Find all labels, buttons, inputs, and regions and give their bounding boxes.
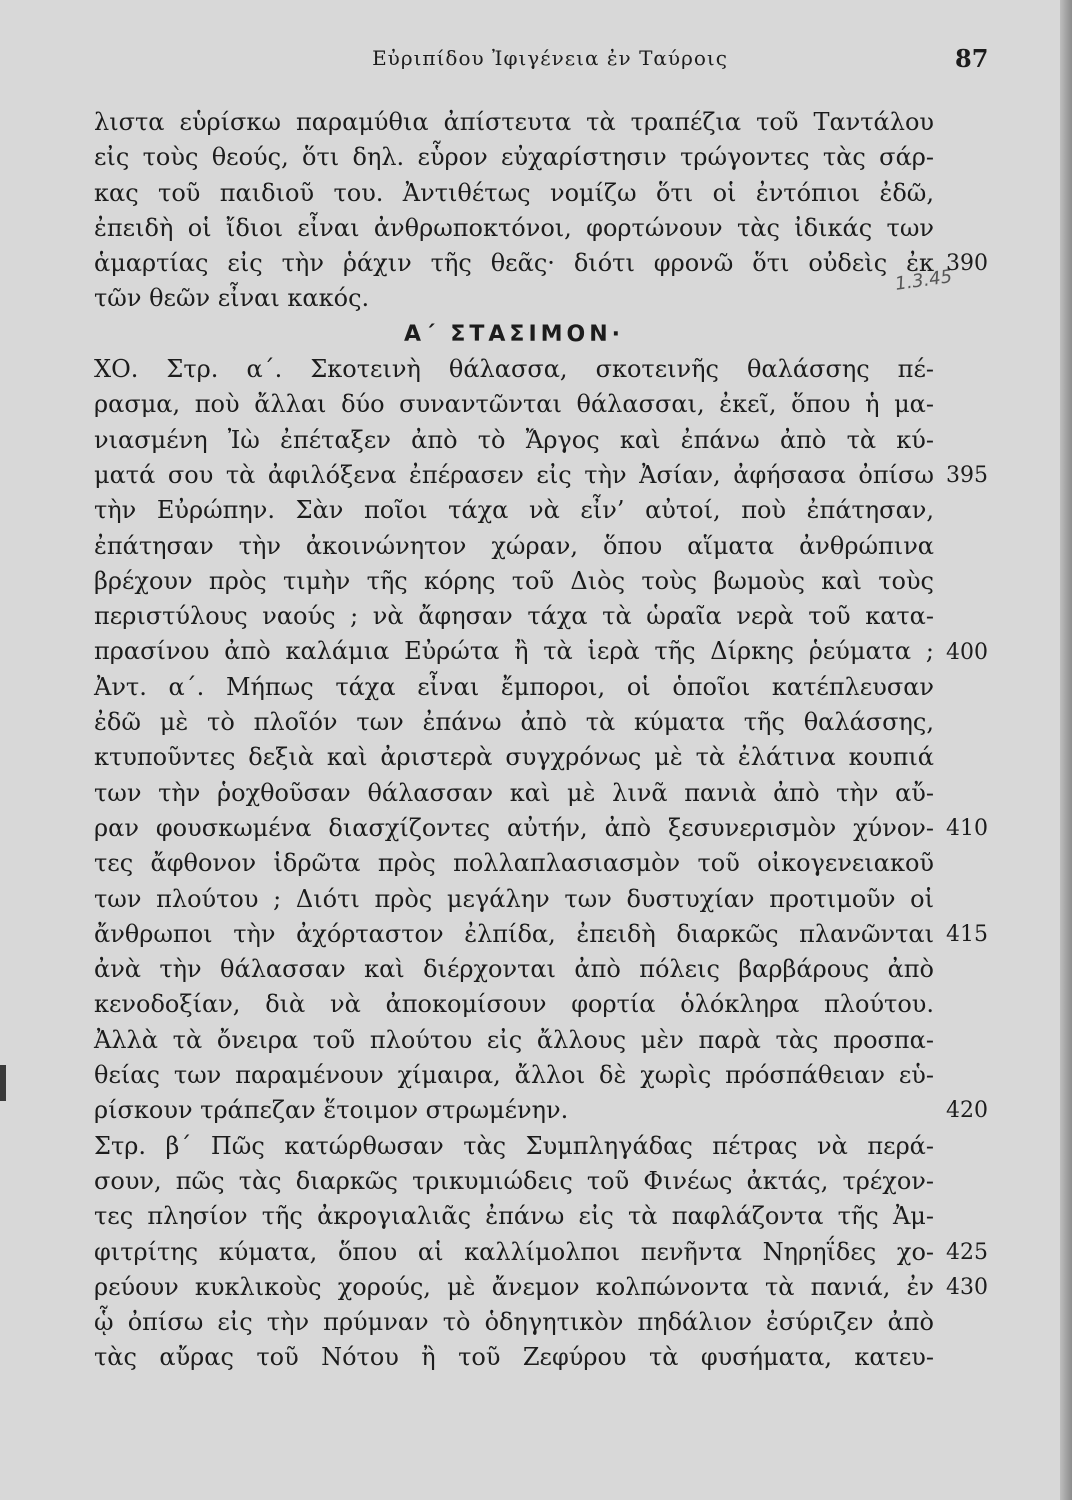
text-line: κας τοῦ παιδιοῦ του. Ἀντιθέτως νομίζω ὅτι οἱ ἐντόπιοι ἐδῶ, [94,178,934,207]
verse-line-number: 390 [946,251,988,277]
running-head: Εὐριπίδου Ἰφιγένεια ἐν Ταύροις [372,46,728,70]
text-line: ἐπάτησαν τὴν ἀκοινώνητον χώραν, ὅπου αἵματα ἀνθρώπινα [94,531,934,560]
text-line: τὴν Εὐρώπην. Σὰν ποῖοι τάχα νὰ εἶν’ αὐτοί, ποὺ ἐπάτησαν, [94,496,934,525]
text-line: ΧΟ. Στρ. α΄. Σκοτεινὴ θάλασσα, σκοτεινῆς θαλάσσης πέ- [94,355,934,384]
binding-mark [0,1065,6,1101]
text-line: κενοδοξίαν, διὰ νὰ ἀποκομίσουν φορτία ὁλόκληρα πλούτου. [94,990,934,1019]
verse-line-number: 400 [946,639,988,665]
text-line: των πλούτου ; Διότι πρὸς μεγάλην των δυστυχίαν προτιμοῦν οἱ [94,884,934,913]
text-line: εἰς τοὺς θεούς, ὅτι δηλ. εὗρον εὐχαρίστησιν τρώγοντες τὰς σάρ- [94,143,934,172]
text-line: ρίσκουν τράπεζαν ἕτοιμον στρωμένην. [94,1096,569,1125]
text-line: τες πλησίον τῆς ἀκρογιαλιᾶς ἐπάνω εἰς τὰ παφλάζοντα τῆς Ἀμ- [94,1202,934,1231]
page-number: 87 [955,44,989,73]
text-line: ἐδῶ μὲ τὸ πλοῖόν των ἐπάνω ἀπὸ τὰ κύματα τῆς θαλάσσης, [94,708,934,737]
text-line: ἐπειδὴ οἱ ἴδιοι εἶναι ἀνθρωποκτόνοι, φορτώνουν τὰς ἰδικάς των [94,213,934,242]
text-line: πρασίνου ἀπὸ καλάμια Εὐρώτα ἢ τὰ ἱερὰ τῆς Δίρκης ῥεύματα ; [94,637,934,666]
verse-line-number: 425 [946,1239,988,1265]
text-line: φιτρίτης κύματα, ὅπου αἱ καλλίμολποι πενῆντα Νηρηΐδες χο- [94,1237,934,1266]
verse-line-number: 430 [946,1274,988,1300]
text-line: ἁμαρτίας εἰς τὴν ῥάχιν τῆς θεᾶς· διότι φρονῶ ὅτι οὐδεὶς ἐκ [94,249,934,278]
text-line: νιασμένη Ἰὼ ἐπέταξεν ἀπὸ τὸ Ἄργος καὶ ἐπάνω ἀπὸ τὰ κύ- [94,425,934,454]
text-line: θείας των παραμένουν χίμαιρα, ἄλλοι δὲ χωρὶς πρόσπάθειαν εὑ- [94,1061,934,1090]
text-line: τες ἄφθονον ἱδρῶτα πρὸς πολλαπλασιασμὸν τοῦ οἰκογενειακοῦ [94,849,934,878]
text-line: ματά σου τὰ ἀφιλόξενα ἐπέρασεν εἰς τὴν Ἀσίαν, ἀφήσασα ὀπίσω [94,460,934,489]
text-line: ἄνθρωποι τὴν ἀχόρταστον ἐλπίδα, ἐπειδὴ διαρκῶς πλανῶνται [94,919,934,948]
text-line: περιστύλους ναούς ; νὰ ἄφησαν τάχα τὰ ὡραῖα νερὰ τοῦ κατα- [94,602,934,631]
verse-line-number: 395 [946,463,988,488]
text-line: ρεύουν κυκλικοὺς χορούς, μὲ ἄνεμον κολπώνοντα τὰ πανιά, ἐν [94,1272,934,1301]
text-line: των τὴν ῥοχθοῦσαν θάλασσαν καὶ μὲ λινᾶ πανιὰ ἀπὸ τὴν αὔ- [94,778,934,807]
verse-line-number: 410 [946,816,988,841]
text-line: λιστα εὑρίσκω παραμύθια ἀπίστευτα τὰ τραπέζια τοῦ Ταντάλου [94,108,934,136]
text-line: ἀνὰ τὴν θάλασσαν καὶ διέρχονται ἀπὸ πόλεις βαρβάρους ἀπὸ [94,955,934,984]
text-line: ᾧ ὀπίσω εἰς τὴν πρύμναν τὸ ὁδηγητικὸν πηδάλιον ἐσύριζεν ἀπὸ [94,1308,934,1337]
text-line: Ἀντ. α΄. Μήπως τάχα εἶναι ἔμποροι, οἱ ὁποῖοι κατέπλευσαν [94,672,934,701]
verse-line-number: 415 [946,921,988,947]
text-line: Ἀλλὰ τὰ ὄνειρα τοῦ πλούτου εἰς ἄλλους μὲν παρὰ τὰς προσπα- [94,1025,934,1054]
handwritten-note: 1.3.45 [893,266,954,295]
verse-line-number: 420 [946,1098,988,1124]
text-line: σουν, πῶς τὰς διαρκῶς τρικυμιώδεις τοῦ Φινέως ἀκτάς, τρέχον- [94,1166,934,1195]
text-line: τὰς αὔρας τοῦ Νότου ἢ τοῦ Ζεφύρου τὰ φυσήματα, κατευ- [94,1343,934,1372]
translation-text [94,105,934,1376]
text-line: κτυποῦντες δεξιὰ καὶ ἀριστερὰ συγχρόνως μὲ τὰ ἐλάτινα κουπιά [94,743,934,772]
page-header [0,38,1072,78]
text-line: τῶν θεῶν εἶναι κακός. [94,284,370,313]
text-line: ραν φουσκωμένα διασχίζοντες αὐτήν, ἀπὸ ξεσυνερισμὸν χύνον- [94,813,934,842]
section-heading: Α΄ ΣΤΑΣΙΜΟΝ· [403,321,625,347]
page-edge [1060,0,1072,1500]
text-line: ρασμα, ποὺ ἄλλαι δύο συναντῶνται θάλασσαι, ἐκεῖ, ὅπου ἡ μα- [94,390,934,419]
text-line: Στρ. β΄ Πῶς κατώρθωσαν τὰς Συμπληγάδας πέτρας νὰ περά- [94,1131,934,1160]
text-line: βρέχουν πρὸς τιμὴν τῆς κόρης τοῦ Διὸς τοὺς βωμοὺς καὶ τοὺς [94,566,934,595]
